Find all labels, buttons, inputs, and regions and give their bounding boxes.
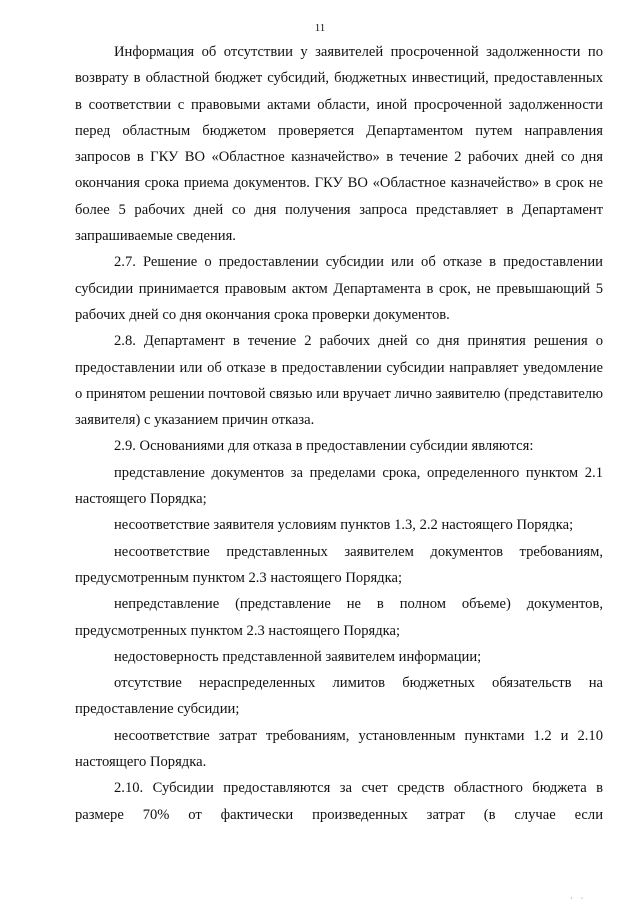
- refusal-reason-unreliable-info: недостоверность представленной заявителем информации;: [114, 648, 482, 665]
- document-body: [75, 39, 603, 828]
- refusal-reason-no-limits: отсутствие нераспределенных лимитов бюджетных обязательств на предоставление субсидии;: [75, 675, 603, 718]
- paragraph-2-10: 2.10. Субсидии предоставляются за счет средств областного бюджета в размере 70% от фактически произведенных затрат (в случае если: [75, 780, 603, 823]
- paragraph-2-9: 2.9. Основаниями для отказа в предоставлении субсидии являются:: [114, 438, 534, 455]
- refusal-reason-deadline: представление документов за пределами срока, определенного пунктом 2.1 настоящего Порядка;: [75, 464, 603, 508]
- refusal-reason-documents-mismatch: несоответствие представленных заявителем документов требованиям, предусмотренным пунктом 2.3 настоящего Порядка;: [75, 543, 603, 586]
- paragraph-2-7: 2.7. Решение о предоставлении субсидии или об отказе в предоставлении субсидии принимается правовым актом Департамента в срок, не превышающий 5 рабочих дней со дня окончания срока проверки документов.: [75, 254, 603, 323]
- refusal-reason-documents-missing: непредставление (представление не в полном объеме) документов, предусмотренных пунктом 2.3 настоящего Порядка;: [75, 596, 603, 639]
- paragraph-2-8: 2.8. Департамент в течение 2 рабочих дней со дня принятия решения о предоставлении или об отказе в предоставлении субсидии направляет уведомление о принятом решении почтовой связью или вручает лично заявителю (представителю заявителя) с указанием причин отказа.: [75, 333, 603, 429]
- paragraph-arrears-check: Информация об отсутствии у заявителей просроченной задолженности по возврату в областной бюджет субсидий, бюджетных инвестиций, предоставленных в соответствии с правовыми актами области, иной просроченной задолженности перед областным бюджетом проверяется Департаментом путем направления запросов в ГКУ ВО «Областное казначейство» в течение 2 рабочих дней со дня окончания срока приема документов. ГКУ ВО «Областное казначейство» в срок не более 5 рабочих дней со дня получения запроса представляет в Департамент запрашиваемые сведения.: [75, 44, 603, 245]
- refusal-reason-costs-mismatch: несоответствие затрат требованиям, установленным пунктами 1.2 и 2.10 настоящего Порядка.: [75, 727, 603, 771]
- scan-corner-mark: · ·: [570, 894, 587, 903]
- page-number: 11: [314, 22, 326, 34]
- refusal-reason-conditions: несоответствие заявителя условиям пунктов 1.3, 2.2 настоящего Порядка;: [114, 517, 574, 534]
